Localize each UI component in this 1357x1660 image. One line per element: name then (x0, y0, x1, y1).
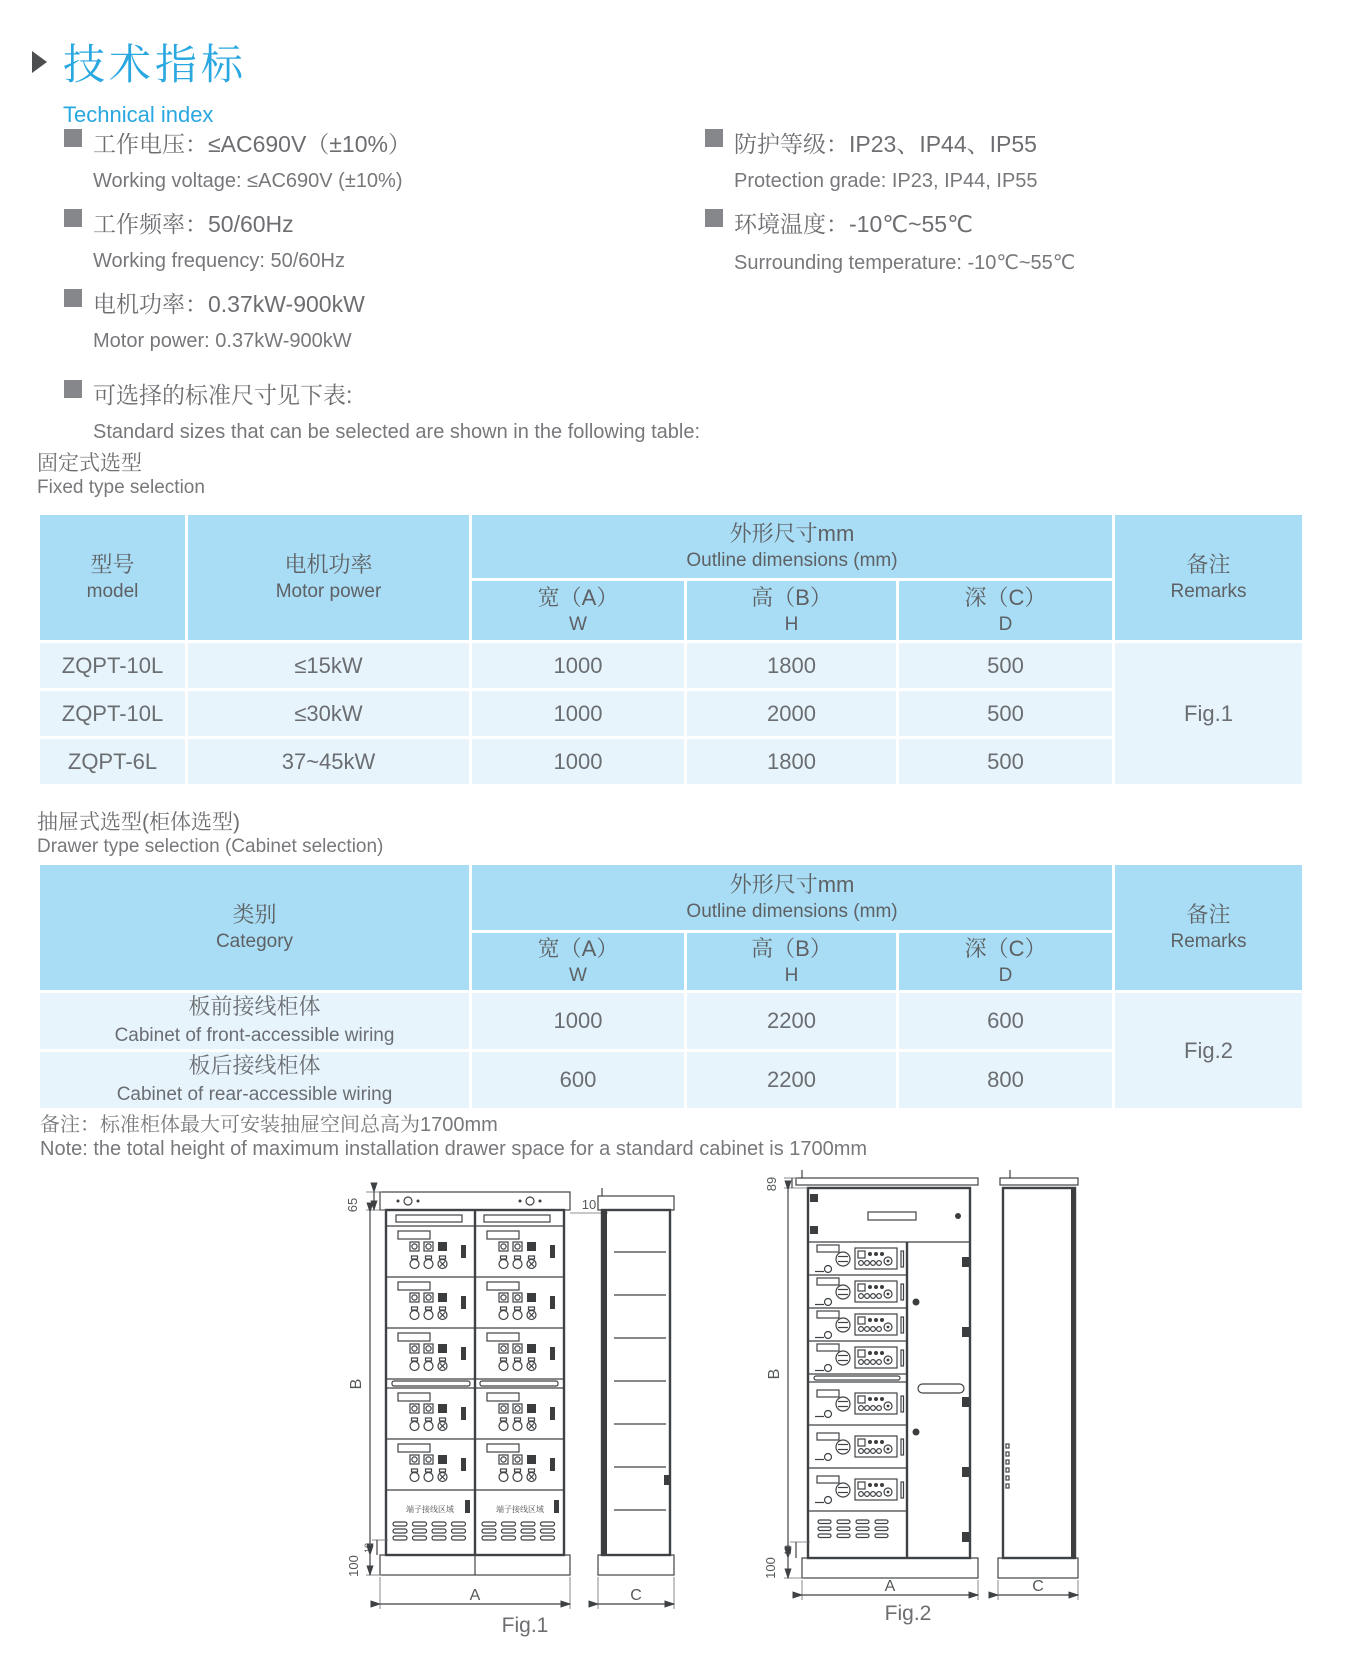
spec-text-en: Working frequency: 50/60Hz (93, 250, 345, 272)
fig1-terminal-label: 端子接线区域 (406, 1505, 454, 1514)
square-bullet-icon (705, 129, 723, 147)
cell-height: 2000 (686, 690, 898, 738)
drawer-type-table (37, 862, 1305, 1111)
page-subtitle: Technical index (63, 102, 214, 127)
drawer-section-title-en: Drawer type selection (Cabinet selection) (37, 836, 384, 857)
col-header-height: 高（B） H (686, 580, 898, 642)
spec-item (64, 126, 700, 193)
fixed-type-table (37, 512, 1305, 787)
fig2-drawing (718, 1092, 1108, 1627)
col-header-height: 高（B） H (686, 932, 898, 992)
cell-height: 2200 (686, 1051, 898, 1110)
fig2-dim-100: 100 (763, 1557, 778, 1579)
col-header-remarks: 备注 Remarks (1114, 864, 1304, 992)
page-title: 技术指标 (63, 41, 248, 88)
fig1-dim-100: 100 (346, 1555, 361, 1577)
fig2-dim-10: 10 (783, 1544, 793, 1556)
page-header (32, 32, 247, 128)
cell-power: ≤15kW (187, 642, 471, 690)
fig2-dim-A: A (884, 1578, 896, 1595)
fig2-dim-89: 89 (764, 1176, 779, 1192)
fig1-dim-10-bottom: 10 (363, 1542, 373, 1554)
fig2-front-view (796, 1170, 978, 1578)
cell-width: 1000 (471, 642, 686, 690)
col-header-dimensions: 外形尺寸mm Outline dimensions (mm) (471, 514, 1114, 580)
fig2-dimensions (763, 1177, 978, 1600)
cell-category: 板前接线柜体 Cabinet of front-accessible wiring (39, 992, 471, 1051)
col-header-dimensions: 外形尺寸mm Outline dimensions (mm) (471, 864, 1114, 932)
cell-height: 2200 (686, 992, 898, 1051)
spec-column-right (705, 126, 1075, 288)
fig1-terminal-label: 端子接线区域 (496, 1505, 544, 1514)
spec-text-en: Working voltage: ≤AC690V (±10%) (93, 170, 403, 192)
col-header-depth: 深（C） D (898, 580, 1114, 642)
fig1-front-view (380, 1192, 570, 1575)
figure-1 (330, 1160, 710, 1640)
fig2-dim-B: B (766, 1368, 783, 1380)
fig2-side-view (998, 1170, 1078, 1600)
section-marker-icon (32, 51, 47, 73)
square-bullet-icon (64, 289, 82, 307)
spec-text-en: Standard sizes that can be selected are shown in the following table: (93, 421, 701, 443)
cell-model: ZQPT-10L (39, 690, 187, 738)
square-bullet-icon (64, 380, 82, 398)
spec-text-en: Motor power: 0.37kW-900kW (93, 330, 352, 352)
square-bullet-icon (64, 129, 82, 147)
fig2-dim-C: C (1032, 1578, 1044, 1595)
spec-text-cn: 工作频率：50/60Hz (93, 211, 294, 237)
cell-depth: 600 (898, 992, 1114, 1051)
cell-remark: Fig.2 (1114, 992, 1304, 1110)
spec-text-cn: 可选择的标准尺寸见下表: (93, 382, 353, 408)
fig1-dimensions (345, 1192, 608, 1609)
fixed-section-title-en: Fixed type selection (37, 477, 205, 498)
col-header-remarks: 备注 Remarks (1114, 514, 1304, 642)
cell-width: 1000 (471, 690, 686, 738)
fig1-dim-C: C (630, 1587, 642, 1604)
square-bullet-icon (705, 209, 723, 227)
table-row (39, 992, 1304, 1051)
col-header-width: 宽（A） W (471, 932, 686, 992)
spec-text-cn: 电机功率：0.37kW-900kW (93, 291, 365, 317)
cell-depth: 500 (898, 642, 1114, 690)
note-cn: 备注：标准柜体最大可安装抽屉空间总高为1700mm (40, 1114, 498, 1136)
spec-item (64, 377, 700, 444)
fig1-dim-65: 65 (345, 1197, 360, 1213)
cell-power: ≤30kW (187, 690, 471, 738)
cell-width: 600 (471, 1051, 686, 1110)
spec-text-cn: 环境温度：-10℃~55℃ (734, 211, 973, 237)
fig1-side-view (598, 1188, 674, 1609)
spec-text-cn: 防护等级：IP23、IP44、IP55 (734, 131, 1037, 157)
cell-model: ZQPT-10L (39, 642, 187, 690)
fig1-dim-B: B (348, 1378, 365, 1390)
col-header-depth: 深（C） D (898, 932, 1114, 992)
spec-text-en: Surrounding temperature: -10℃~55℃ (734, 252, 1076, 274)
fig2-caption: Fig.2 (884, 1602, 932, 1625)
col-header-motor-power: 电机功率 Motor power (187, 514, 471, 642)
spec-column-left (64, 126, 700, 457)
col-header-width: 宽（A） W (471, 580, 686, 642)
fig1-dim-10-top: 10 (581, 1197, 597, 1212)
table-row (39, 642, 1304, 690)
cell-width: 1000 (471, 738, 686, 786)
cell-depth: 500 (898, 738, 1114, 786)
cell-model: ZQPT-6L (39, 738, 187, 786)
cell-height: 1800 (686, 642, 898, 690)
cell-height: 1800 (686, 738, 898, 786)
cell-remark: Fig.1 (1114, 642, 1304, 786)
fig1-drawing (330, 1160, 710, 1640)
square-bullet-icon (64, 209, 82, 227)
cell-power: 37~45kW (187, 738, 471, 786)
drawer-section-title-cn: 抽屉式选型(柜体选型) (37, 811, 240, 834)
spec-text-en: Protection grade: IP23, IP44, IP55 (734, 170, 1038, 192)
col-header-category: 类别 Category (39, 864, 471, 992)
cell-depth: 800 (898, 1051, 1114, 1110)
spec-item (64, 206, 700, 273)
spec-item (64, 286, 700, 353)
note-en: Note: the total height of maximum installation drawer space for a standard cabinet is 1700mm (40, 1138, 868, 1160)
spec-item (705, 206, 1075, 275)
fig1-dim-A: A (469, 1587, 481, 1604)
figure-2 (718, 1092, 1108, 1627)
cell-category: 板后接线柜体 Cabinet of rear-accessible wiring (39, 1051, 471, 1110)
fixed-section-title-cn: 固定式选型 (37, 452, 142, 475)
spec-text-cn: 工作电压：≤AC690V（±10%） (93, 131, 411, 157)
spec-item (705, 126, 1075, 193)
cell-depth: 500 (898, 690, 1114, 738)
col-header-model: 型号 model (39, 514, 187, 642)
fig1-caption: Fig.1 (501, 1614, 549, 1637)
cell-width: 1000 (471, 992, 686, 1051)
